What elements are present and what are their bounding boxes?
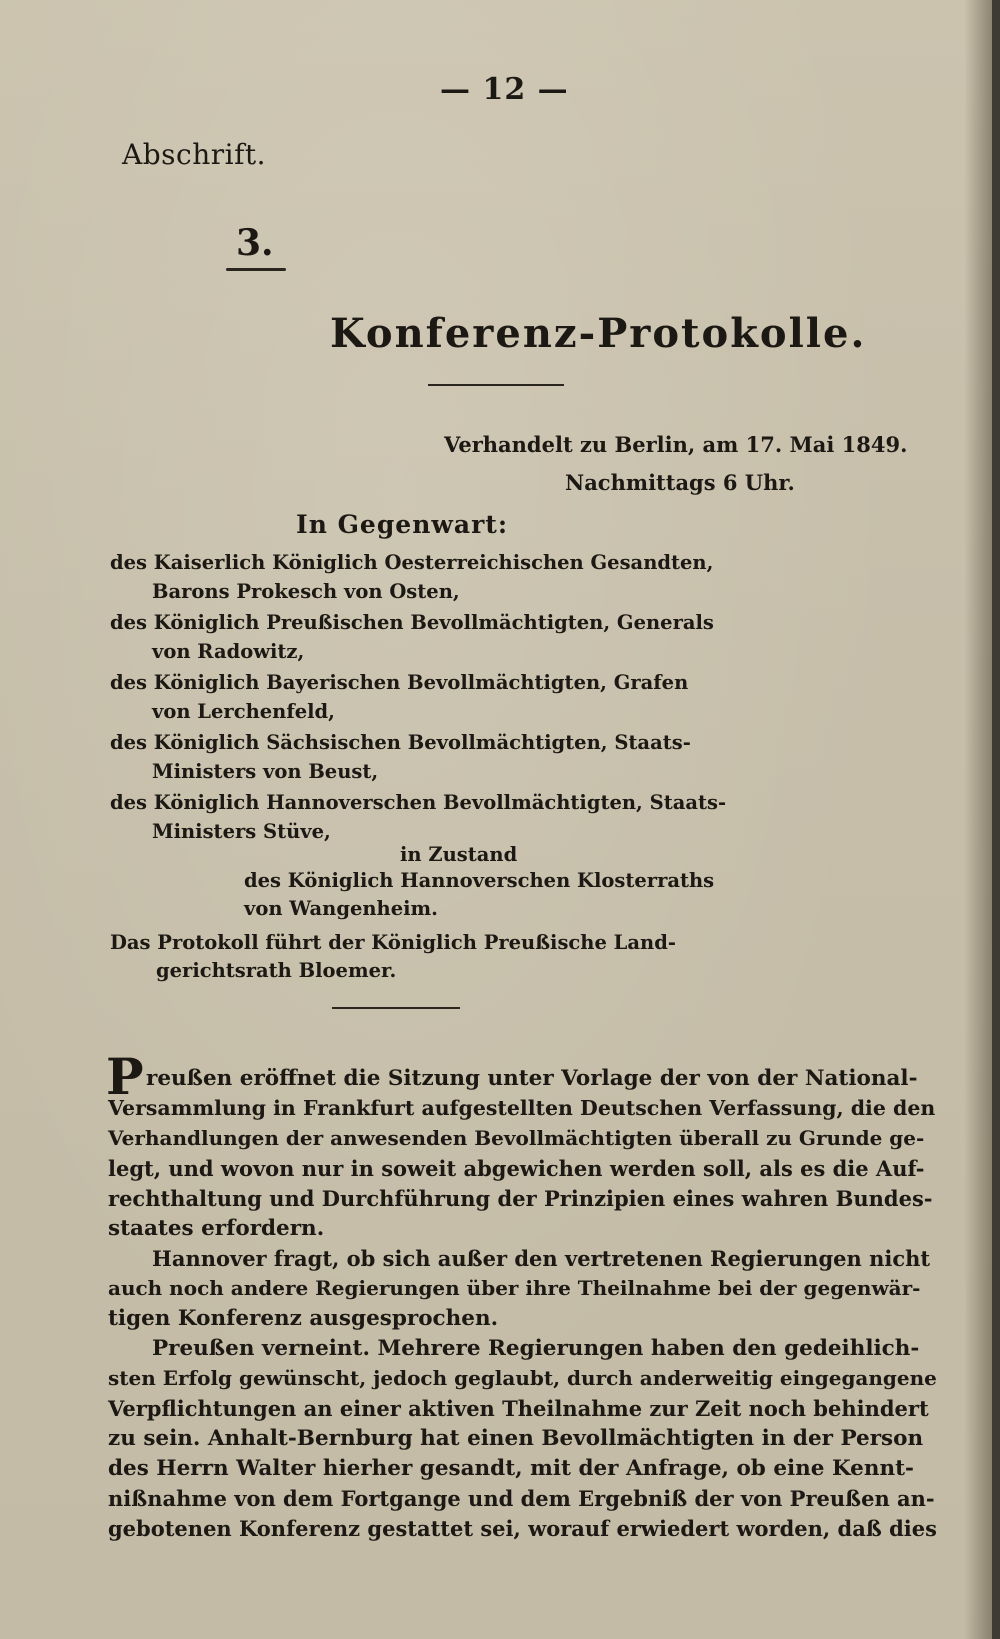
page-number: — 12 — (440, 72, 569, 107)
copy-label: Abschrift. (122, 138, 267, 171)
attendee-austria-line1: des Kaiserlich Königlich Oesterreichischen Gesandten, (110, 551, 714, 574)
body-line: sten Erfolg gewünscht, jedoch geglaubt, durch anderweitig eingegangene (108, 1366, 937, 1390)
presence-heading: In Gegenwart: (296, 510, 509, 539)
body-line: auch noch andere Regierungen über ihre Theilnahme bei der gegenwär- (108, 1276, 921, 1300)
title-divider (428, 384, 564, 386)
body-line: reußen eröffnet die Sitzung unter Vorlage der von der National- (146, 1066, 918, 1091)
page-edge-shadow (964, 0, 992, 1639)
body-line: Versammlung in Frankfurt aufgestellten Deutschen Verfassung, die den (108, 1096, 936, 1120)
body-line: legt, und wovon nur in soweit abgewichen werden soll, als es die Auf- (108, 1156, 925, 1181)
section-divider (332, 1007, 460, 1009)
protocol-keeper-line2: gerichtsrath Bloemer. (156, 959, 397, 982)
body-line: staates erfordern. (108, 1216, 325, 1241)
body-line: tigen Konferenz ausgesprochen. (108, 1306, 499, 1331)
document-title: Konferenz-Protokolle. (330, 310, 867, 357)
assistance-label: in Zustand (400, 843, 518, 866)
body-line: nißnahme von dem Fortgange und dem Ergebniß der von Preußen an- (108, 1486, 935, 1511)
attendee-hanover-line1: des Königlich Hannoverschen Bevollmächtigten, Staats- (110, 791, 727, 814)
book-spine (992, 0, 1000, 1639)
assistance-line1: des Königlich Hannoverschen Klosterraths (244, 869, 715, 892)
body-line: Verhandlungen der anwesenden Bevollmächtigten überall zu Grunde ge- (108, 1126, 925, 1150)
place-date: Verhandelt zu Berlin, am 17. Mai 1849. (444, 432, 908, 457)
attendee-prussia-line1: des Königlich Preußischen Bevollmächtigten, Generals (110, 611, 714, 634)
body-line: rechthaltung und Durchführung der Prinzipien eines wahren Bundes- (108, 1186, 933, 1211)
attendee-saxony-line2: Ministers von Beust, (152, 760, 379, 783)
body-line: zu sein. Anhalt-Bernburg hat einen Bevollmächtigten in der Person (108, 1426, 924, 1451)
drop-cap: P (106, 1047, 144, 1106)
attendee-saxony-line1: des Königlich Sächsischen Bevollmächtigten, Staats- (110, 731, 691, 754)
body-line: Hannover fragt, ob sich außer den vertretenen Regierungen nicht (152, 1246, 931, 1271)
assistance-line2: von Wangenheim. (244, 897, 438, 920)
attendee-austria-line2: Barons Prokesch von Osten, (152, 580, 460, 603)
attendee-hanover-line2: Ministers Stüve, (152, 820, 331, 843)
number-underline (226, 268, 286, 271)
attendee-prussia-line2: von Radowitz, (152, 640, 305, 663)
document-number: 3. (236, 222, 274, 264)
body-line: des Herrn Walter hierher gesandt, mit der Anfrage, ob eine Kennt- (108, 1456, 914, 1481)
body-line: gebotenen Konferenz gestattet sei, worauf erwiedert worden, daß dies (108, 1516, 937, 1541)
body-line: Verpflichtungen an einer aktiven Theilnahme zur Zeit noch behindert (108, 1396, 929, 1421)
meeting-time: Nachmittags 6 Uhr. (565, 470, 795, 495)
attendee-bavaria-line2: von Lerchenfeld, (152, 700, 335, 723)
body-line: Preußen verneint. Mehrere Regierungen haben den gedeihlich- (152, 1336, 920, 1361)
attendee-bavaria-line1: des Königlich Bayerischen Bevollmächtigten, Grafen (110, 671, 689, 694)
protocol-keeper-line1: Das Protokoll führt der Königlich Preußische Land- (110, 931, 676, 954)
